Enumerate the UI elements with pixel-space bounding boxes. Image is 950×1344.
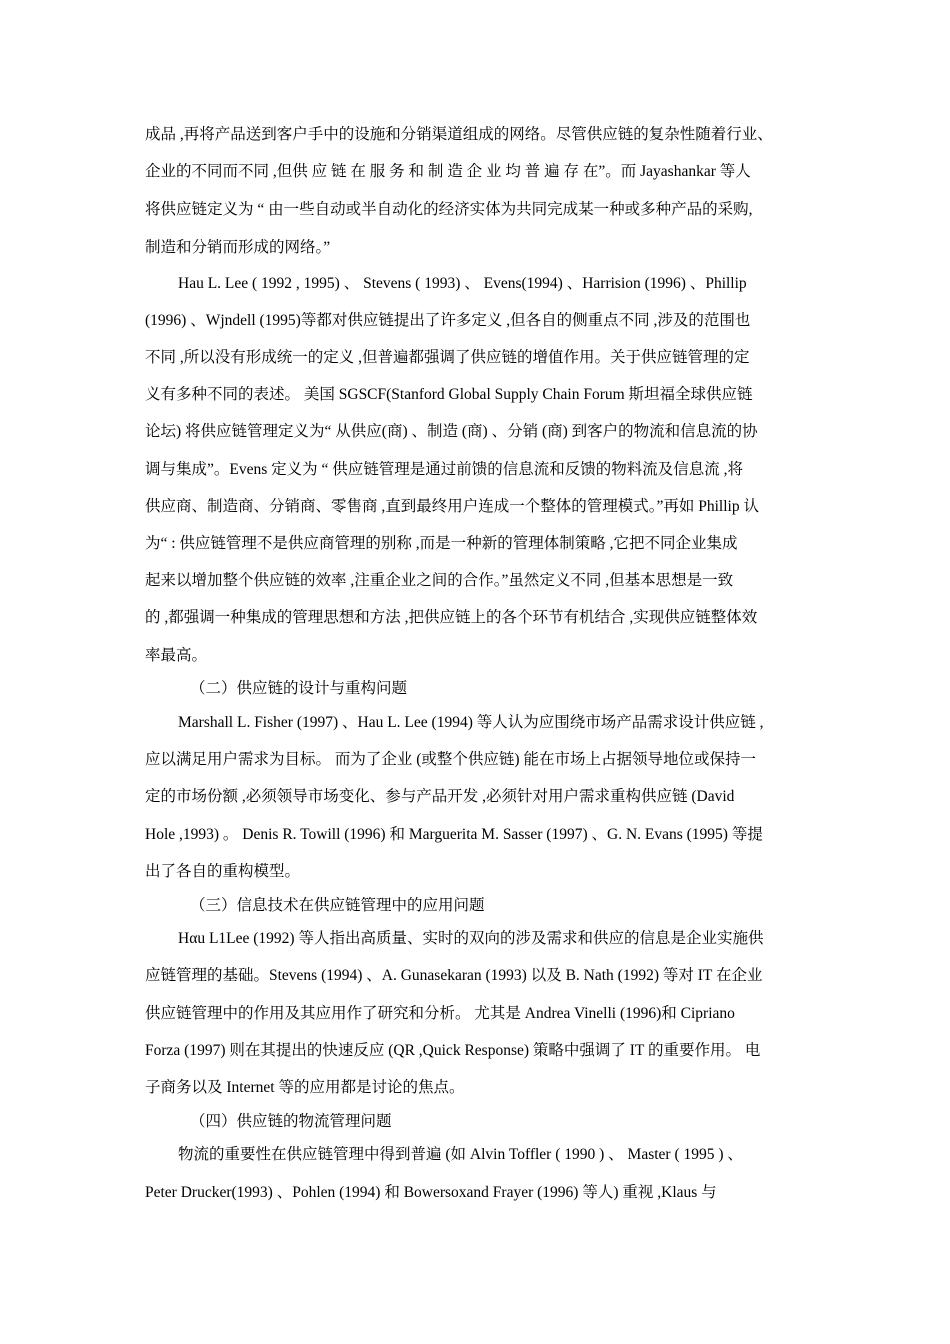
section-heading: （二）供应链的设计与重构问题 xyxy=(190,680,408,697)
text-line: Peter Drucker(1993) 、Pohlen (1994) 和 Bowersoxand Frayer (1996) 等人) 重视 ,Klaus 与 xyxy=(145,1184,717,1201)
section-heading: （三）信息技术在供应链管理中的应用问题 xyxy=(190,897,485,914)
text-line: 起来以增加整个供应链的效率 ,注重企业之间的合作。”虽然定义不同 ,但基本思想是一致 xyxy=(145,572,734,589)
text-line: 调与集成”。Evens 定义为 “ 供应链管理是通过前馈的信息流和反馈的物料流及信息流 ,将 xyxy=(145,461,744,478)
section-heading: （四）供应链的物流管理问题 xyxy=(190,1113,392,1130)
text-line: 应链管理的基础。Stevens (1994) 、A. Gunasekaran (1993) 以及 B. Nath (1992) 等对 IT 在企业 xyxy=(145,967,763,984)
text-line: 物流的重要性在供应链管理中得到普遍 (如 Alvin Toffler ( 1990 ) 、 Master ( 1995 ) 、 xyxy=(178,1146,743,1163)
text-line: 成品 ,再将产品送到客户手中的设施和分销渠道组成的网络。尽管供应链的复杂性随着行业、 xyxy=(145,126,773,143)
text-line: 论坛) 将供应链管理定义为“ 从供应(商) 、制造 (商) 、分销 (商) 到客户的物流和信息流的协 xyxy=(145,423,758,440)
text-line: 定的市场份额 ,必须领导市场变化、参与产品开发 ,必须针对用户需求重构供应链 (David xyxy=(145,788,735,805)
text-line: Hau L. Lee ( 1992 , 1995) 、 Stevens ( 1993) 、 Evens(1994) 、Harrision (1996) 、Phillip xyxy=(178,275,747,292)
text-line: 应以满足用户需求为目标。 而为了企业 (或整个供应链) 能在市场上占据领导地位或保持一 xyxy=(145,751,756,768)
text-line: 制造和分销而形成的网络。” xyxy=(145,239,331,256)
text-line: 为“ : 供应链管理不是供应商管理的别称 ,而是一种新的管理体制策略 ,它把不同企业集成 xyxy=(145,535,738,552)
text-line: (1996) 、Wjndell (1995)等都对供应链提出了许多定义 ,但各自的侧重点不同 ,涉及的范围也 xyxy=(145,312,751,329)
text-line: 供应链管理中的作用及其应用作了研究和分析。 尤其是 Andrea Vinelli (1996)和 Cipriano xyxy=(145,1005,735,1022)
text-line: 出了各自的重构模型。 xyxy=(145,863,301,880)
text-line: 的 ,都强调一种集成的管理思想和方法 ,把供应链上的各个环节有机结合 ,实现供应链整体效 xyxy=(145,609,758,626)
text-line: 供应商、制造商、分销商、零售商 ,直到最终用户连成一个整体的管理模式。”再如 Phillip 认 xyxy=(145,498,759,515)
text-line: Hαu L1Lee (1992) 等人指出高质量、实时的双向的涉及需求和供应的信息是企业实施供 xyxy=(178,930,764,947)
text-line: 将供应链定义为 “ 由一些自动或半自动化的经济实体为共同完成某一种或多种产品的采购, xyxy=(145,201,753,218)
text-line: 义有多种不同的表述。 美国 SGSCF(Stanford Global Supply Chain Forum 斯坦福全球供应链 xyxy=(145,386,753,403)
text-line: 不同 ,所以没有形成统一的定义 ,但普遍都强调了供应链的增值作用。关于供应链管理的定 xyxy=(145,349,750,366)
text-line: 子商务以及 Internet 等的应用都是讨论的焦点。 xyxy=(145,1079,465,1096)
text-line: Forza (1997) 则在其提出的快速反应 (QR ,Quick Response) 策略中强调了 IT 的重要作用。 电 xyxy=(145,1042,761,1059)
text-line: Marshall L. Fisher (1997) 、Hau L. Lee (1994) 等人认为应围绕市场产品需求设计供应链 , xyxy=(178,714,764,731)
text-line: Hole ,1993) 。 Denis R. Towill (1996) 和 Marguerita M. Sasser (1997) 、G. N. Evans (1995) 等提 xyxy=(145,826,763,843)
text-line: 企业的不同而不同 ,但供 应 链 在 服 务 和 制 造 企 业 均 普 遍 存 在”。而 Jayashankar 等人 xyxy=(145,163,751,180)
text-line: 率最高。 xyxy=(145,647,208,664)
